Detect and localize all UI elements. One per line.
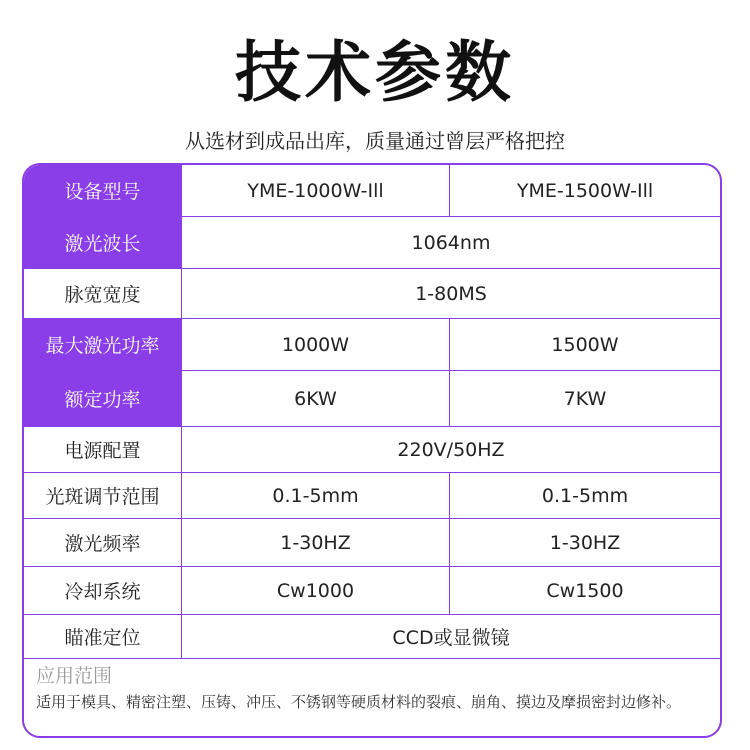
spec-row-pulse-width — [24, 269, 720, 319]
application-scope-text: 适用于模具、精密注塑、压铸、冲压、不锈钢等硬质材料的裂痕、崩角、摸边及摩损密封边修补。 — [36, 693, 682, 711]
row-label: 光斑调节范围 — [24, 473, 182, 518]
application-scope — [36, 663, 708, 713]
row-value-1000w: 1000W — [182, 319, 450, 370]
spec-row-cooling — [24, 567, 720, 615]
row-label: 设备型号 — [24, 165, 182, 216]
row-value-shared: CCD或显微镜 — [392, 627, 510, 649]
row-value-1000w: YME-1000W-Ill — [182, 165, 450, 216]
spec-row-aiming — [24, 615, 720, 659]
row-value-1000w: 0.1-5mm — [182, 473, 450, 518]
row-value-1500w: Cw1500 — [546, 579, 624, 602]
row-label: 电源配置 — [24, 427, 182, 472]
row-label: 冷却系统 — [24, 567, 182, 614]
application-scope-title: 应用范围 — [36, 665, 113, 687]
row-label: 最大激光功率 — [24, 319, 182, 370]
row-value-shared: 1064nm — [411, 231, 491, 254]
row-label: 额定功率 — [24, 371, 182, 426]
spec-table-panel — [22, 163, 722, 738]
spec-row-spot-range — [24, 473, 720, 519]
row-value-1000w: 6KW — [182, 371, 450, 426]
spec-row-rated-power — [24, 371, 720, 427]
row-label: 激光频率 — [24, 519, 182, 566]
page-title: 技术参数 — [235, 34, 515, 111]
spec-row-wavelength — [24, 217, 720, 269]
row-value-1500w: 0.1-5mm — [541, 484, 629, 507]
row-value-1000w: 1-30HZ — [182, 519, 450, 566]
row-value-shared: 1-80MS — [415, 282, 487, 305]
row-value-1000w: Cw1000 — [182, 567, 450, 614]
spec-row-frequency — [24, 519, 720, 567]
row-label: 激光波长 — [24, 217, 182, 268]
row-label: 脉宽宽度 — [24, 269, 182, 318]
row-label: 瞄准定位 — [24, 615, 182, 658]
row-value-1500w: 1-30HZ — [549, 531, 621, 554]
spec-row-model — [24, 165, 720, 217]
row-value-1500w: 1500W — [551, 333, 619, 356]
row-value-shared: 220V/50HZ — [397, 438, 505, 461]
spec-row-power-supply — [24, 427, 720, 473]
spec-row-max-power — [24, 319, 720, 371]
row-value-1500w: YME-1500W-Ill — [516, 179, 654, 202]
page-subtitle: 从选材到成品出库，质量通过曾层严格把控 — [185, 129, 565, 153]
row-value-1500w: 7KW — [563, 387, 607, 410]
